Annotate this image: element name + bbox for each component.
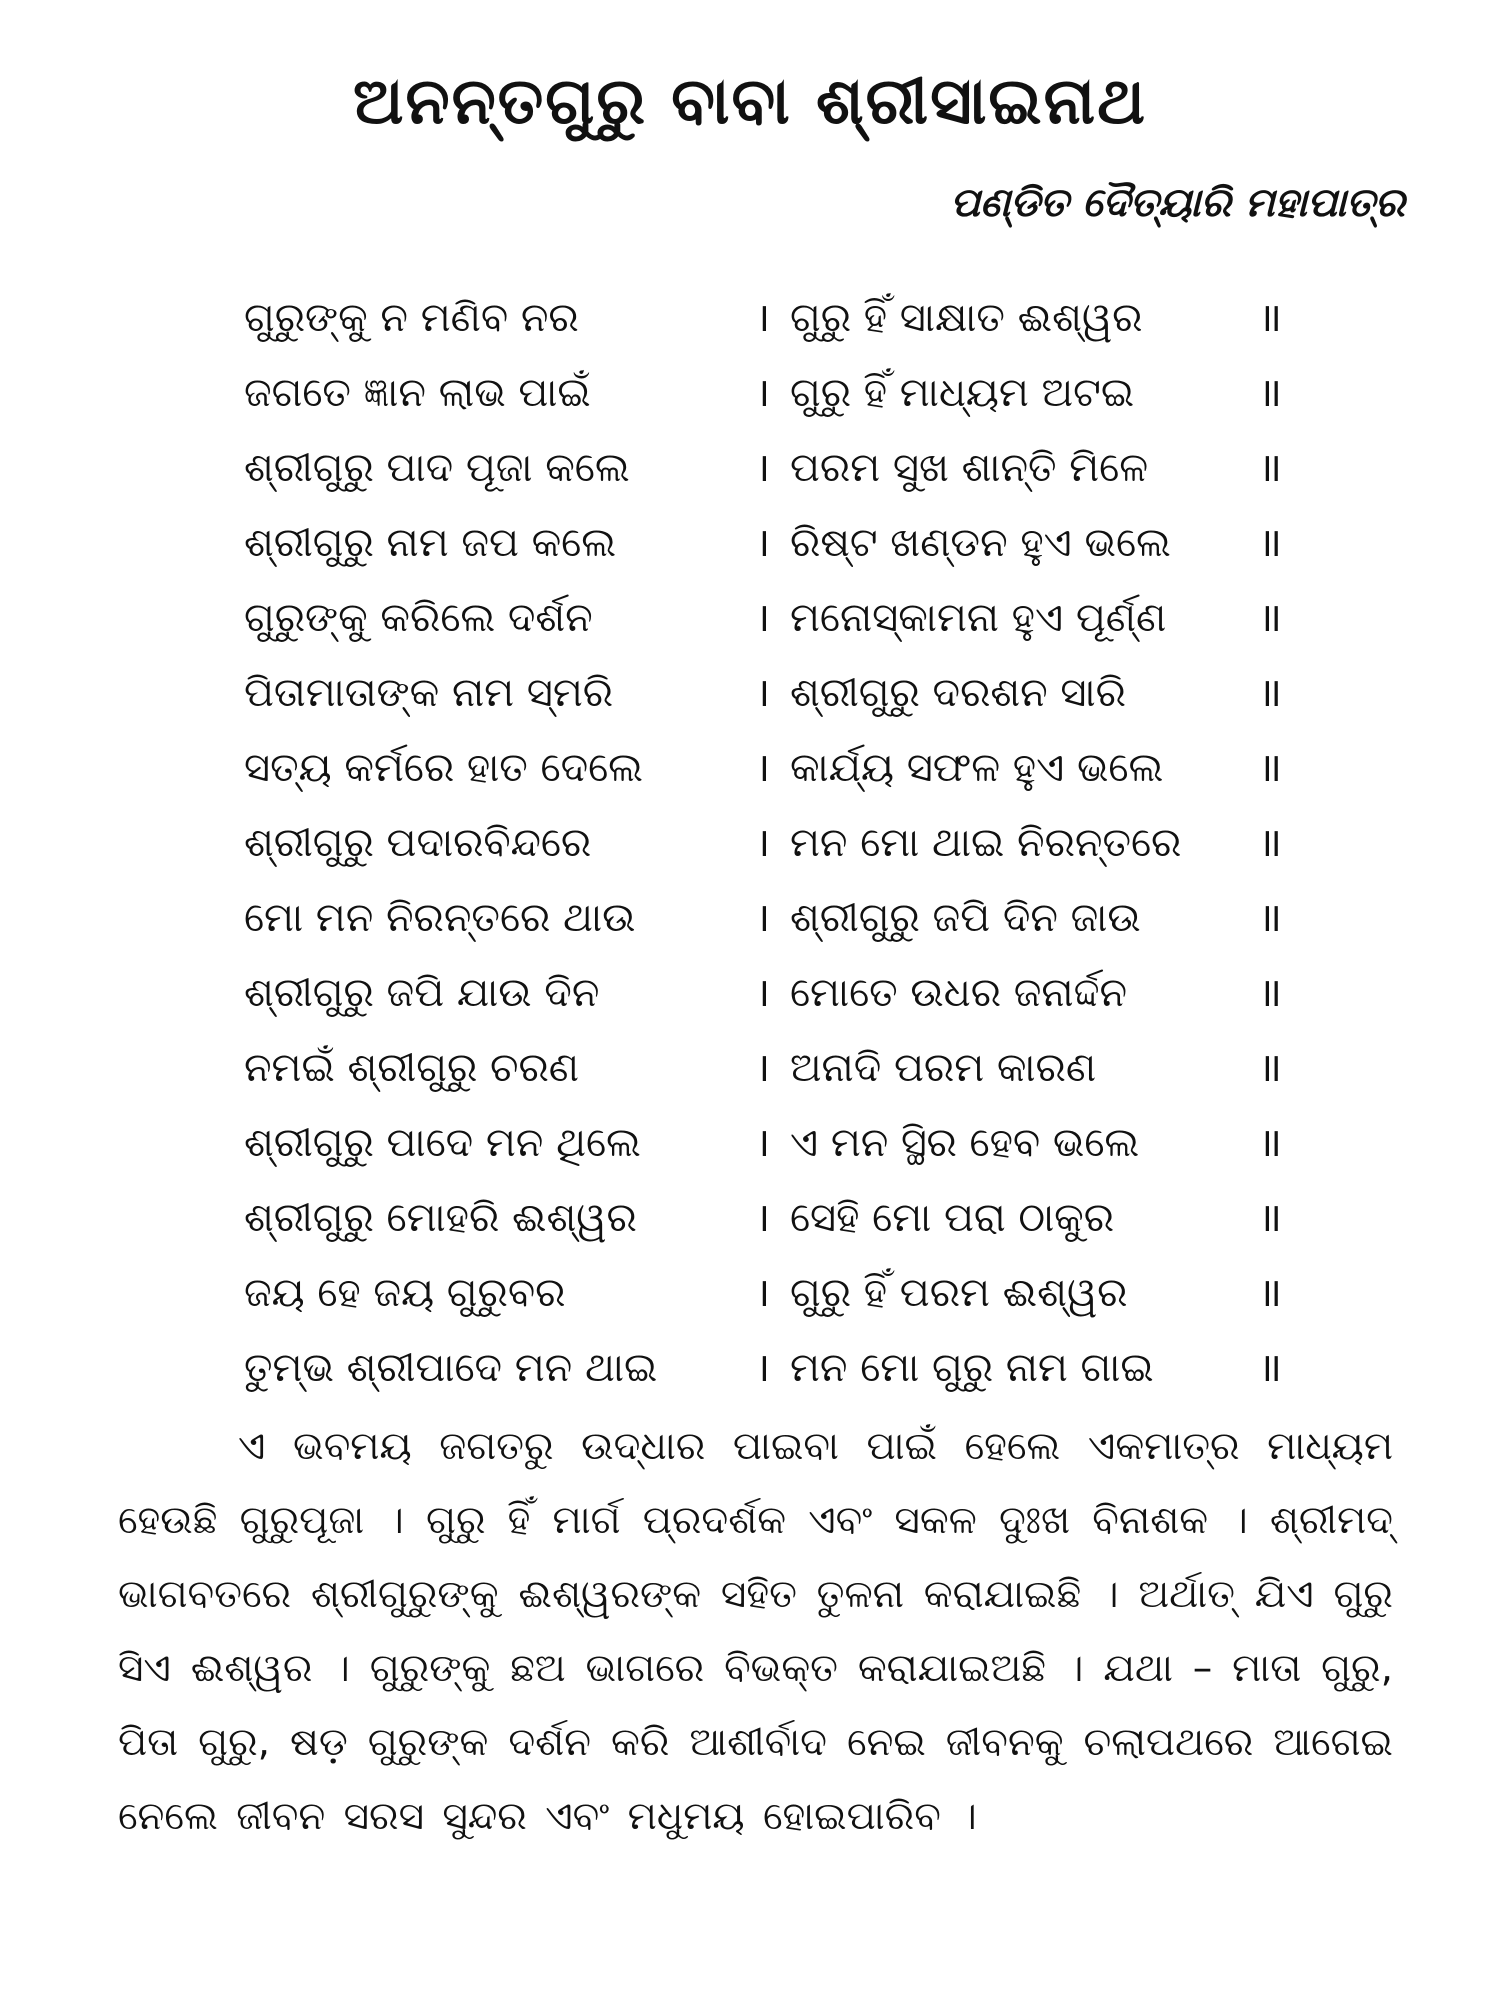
danda-mark: ।	[755, 370, 771, 416]
verse-first-half: ଶ୍ରୀଗୁରୁ ପାଦେ ମନ ଥିଲେ	[244, 1120, 641, 1166]
double-danda-mark: ॥	[1258, 670, 1282, 716]
verse-first-half: ନମଇଁ ଶ୍ରୀଗୁରୁ ଚରଣ	[244, 1045, 580, 1091]
double-danda-mark: ॥	[1258, 745, 1282, 791]
double-danda-mark: ॥	[1258, 1345, 1282, 1391]
verse-second-half: ସେହି ମୋ ପରା ଠାକୁର	[790, 1195, 1115, 1241]
verse-row	[0, 1330, 1500, 1405]
verse-first-half: ତୁମ୍ଭ ଶ୍ରୀପାଦେ ମନ ଥାଇ	[244, 1345, 658, 1391]
verse-second-half: ଗୁରୁ ହିଁ ପରମ ଈଶ୍ୱର	[790, 1270, 1128, 1316]
danda-mark: ।	[755, 670, 771, 716]
page-title: ଅନନ୍ତଗୁରୁ ବାବା ଶ୍ରୀସାଇନାଥ	[352, 65, 1147, 139]
double-danda-mark: ॥	[1258, 370, 1282, 416]
verse-first-half: ଶ୍ରୀଗୁରୁ ମୋହରି ଈଶ୍ୱର	[244, 1195, 637, 1241]
verse-first-half: ଗୁରୁଙ୍କୁ ନ ମଣିବ ନର	[244, 295, 579, 341]
verse-first-half: ଗୁରୁଙ୍କୁ କରିଲେ ଦର୍ଶନ	[244, 595, 593, 641]
verse-first-half: ଶ୍ରୀଗୁରୁ ପଦାରବିନ୍ଦରେ	[244, 820, 592, 866]
verse-row	[0, 955, 1500, 1030]
danda-mark: ।	[755, 520, 771, 566]
double-danda-mark: ॥	[1258, 1120, 1282, 1166]
verse-second-half: ଶ୍ରୀଗୁରୁ ଦରଶନ ସାରି	[790, 670, 1126, 716]
danda-mark: ।	[755, 445, 771, 491]
danda-mark: ।	[755, 1345, 771, 1391]
verse-row	[0, 1105, 1500, 1180]
verse-row	[0, 430, 1500, 505]
double-danda-mark: ॥	[1258, 895, 1282, 941]
verse-row	[0, 1180, 1500, 1255]
verse-first-half: ଶ୍ରୀଗୁରୁ ଜପି ଯାଉ ଦିନ	[244, 970, 600, 1016]
double-danda-mark: ॥	[1258, 970, 1282, 1016]
verse-first-half: ପିତାମାତାଙ୍କ ନାମ ସ୍ମରି	[244, 670, 614, 716]
danda-mark: ।	[755, 1270, 771, 1316]
double-danda-mark: ॥	[1258, 1195, 1282, 1241]
verse-row	[0, 355, 1500, 430]
verse-row	[0, 280, 1500, 355]
verse-second-half: ଶ୍ରୀଗୁରୁ ଜପି ଦିନ ଜାଉ	[790, 895, 1141, 941]
verse-second-half: ରିଷ୍ଟ ଖଣ୍ଡନ ହୁଏ ଭଲେ	[790, 520, 1171, 566]
verse-row	[0, 730, 1500, 805]
verse-second-half: ଗୁରୁ ହିଁ ମାଧ୍ୟମ ଅଟଇ	[790, 370, 1135, 416]
double-danda-mark: ॥	[1258, 1270, 1282, 1316]
danda-mark: ।	[755, 595, 771, 641]
author-name: ପଣ୍ଡିତ ଦୈତ୍ୟାରି ମହାପାତ୍ର	[950, 180, 1405, 226]
verse-row	[0, 880, 1500, 955]
danda-mark: ।	[755, 820, 771, 866]
verse-row	[0, 580, 1500, 655]
verse-second-half: ପରମ ସୁଖ ଶାନ୍ତି ମିଳେ	[790, 445, 1149, 491]
verse-row	[0, 655, 1500, 730]
double-danda-mark: ॥	[1258, 295, 1282, 341]
verse-second-half: ମନ ମୋ ଗୁରୁ ନାମ ଗାଇ	[790, 1345, 1154, 1391]
verse-second-half: ଏ ମନ ସ୍ଥିର ହେବ ଭଲେ	[790, 1120, 1140, 1166]
danda-mark: ।	[755, 895, 771, 941]
verse-first-half: ଶ୍ରୀଗୁରୁ ନାମ ଜପ କଲେ	[244, 520, 617, 566]
danda-mark: ।	[755, 295, 771, 341]
danda-mark: ।	[755, 1120, 771, 1166]
verse-second-half: କାର୍ଯ୍ୟ ସଫଳ ହୁଏ ଭଲେ	[790, 745, 1164, 791]
verse-first-half: ମୋ ମନ ନିରନ୍ତରେ ଥାଉ	[244, 895, 636, 941]
body-paragraph: ଏ ଭବମୟ ଜଗତରୁ ଉଦ୍ଧାର ପାଇବା ପାଇଁ ହେଲେ ଏକମାତ୍ର ମାଧ୍ୟମ ହେଉଛି ଗୁରୁପୂଜା । ଗୁରୁ ହିଁ ମାର୍ଗ ପ୍ରଦର୍ଶକ ଏବଂ ସକଳ ଦୁଃଖ ବିନାଶକ । ଶ୍ରୀମଦ୍ ଭାଗବତରେ ଶ୍ରୀଗୁରୁଙ୍କୁ ଈଶ୍ୱରଙ୍କ ସହିତ ତୁଳନା କରାଯାଇଛି । ଅର୍ଥାତ୍ ଯିଏ ଗୁରୁ ସିଏ ଈଶ୍ୱର । ଗୁରୁଙ୍କୁ ଛଅ ଭାଗରେ ବିଭକ୍ତ କରାଯାଇଅଛି । ଯଥା – ମାତା ଗୁରୁ, ପିତା ଗୁରୁ, ଷଡ଼ ଗୁରୁଙ୍କ ଦର୍ଶନ କରି ଆଶୀର୍ବାଦ ନେଇ ଜୀବନକୁ ଚଲାପଥରେ ଆଗେଇ ନେଲେ ଜୀବନ ସରସ ସୁନ୍ଦର ଏବଂ ମଧୁମୟ ହୋଇପାରିବ ।	[118, 1424, 1393, 1839]
verse-row	[0, 805, 1500, 880]
verse-list	[0, 280, 1500, 1405]
verse-row	[0, 505, 1500, 580]
verse-first-half: ଶ୍ରୀଗୁରୁ ପାଦ ପୂଜା କଲେ	[244, 445, 630, 491]
double-danda-mark: ॥	[1258, 595, 1282, 641]
verse-second-half: ମୋତେ ଉଧର ଜନାର୍ଦ୍ଦନ	[790, 970, 1128, 1016]
verse-first-half: ଜୟ ହେ ଜୟ ଗୁରୁବର	[244, 1270, 566, 1316]
double-danda-mark: ॥	[1258, 520, 1282, 566]
verse-second-half: ଅନାଦି ପରମ କାରଣ	[790, 1045, 1097, 1091]
danda-mark: ।	[755, 1195, 771, 1241]
double-danda-mark: ॥	[1258, 1045, 1282, 1091]
verse-second-half: ମନ ମୋ ଥାଇ ନିରନ୍ତରେ	[790, 820, 1182, 866]
double-danda-mark: ॥	[1258, 820, 1282, 866]
verse-second-half: ଗୁରୁ ହିଁ ସାକ୍ଷାତ ଈଶ୍ୱର	[790, 295, 1143, 341]
verse-first-half: ସତ୍ୟ କର୍ମରେ ହାତ ଦେଲେ	[244, 745, 643, 791]
double-danda-mark: ॥	[1258, 445, 1282, 491]
verse-row	[0, 1030, 1500, 1105]
danda-mark: ।	[755, 1045, 771, 1091]
verse-row	[0, 1255, 1500, 1330]
danda-mark: ।	[755, 970, 771, 1016]
danda-mark: ।	[755, 745, 771, 791]
verse-first-half: ଜଗତେ ଜ୍ଞାନ ଲାଭ ପାଇଁ	[244, 370, 591, 416]
verse-second-half: ମନୋସ୍କାମନା ହୁଏ ପୂର୍ଣ୍ଣ	[790, 595, 1167, 641]
